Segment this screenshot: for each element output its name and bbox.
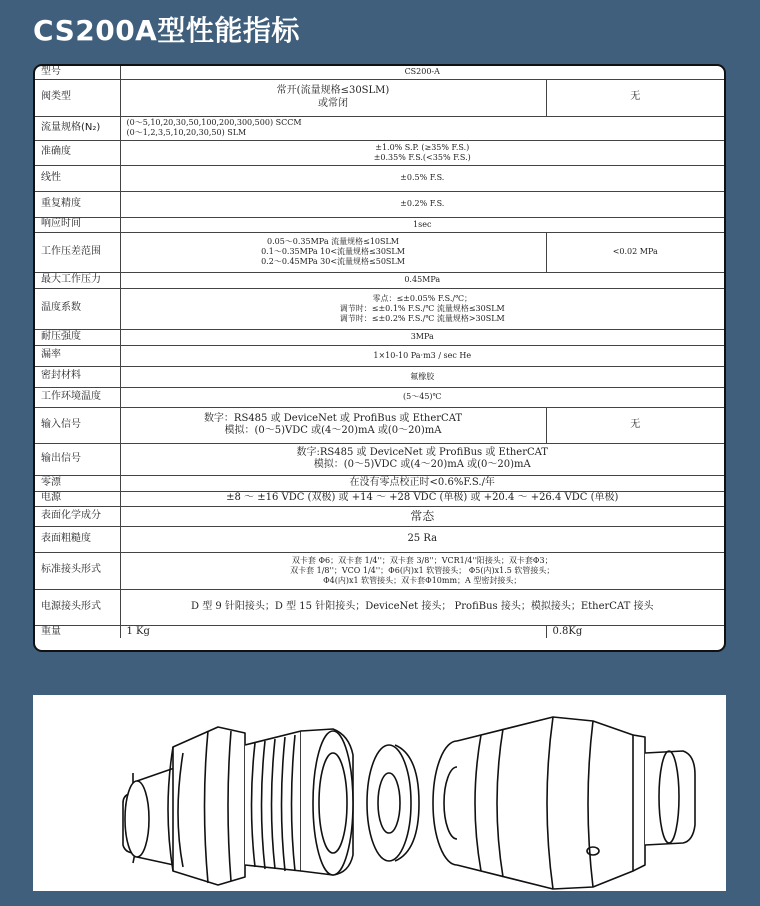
table-row [35,475,724,491]
table-row [35,387,724,407]
value-line: 常开(流量规格≤30SLM) [276,85,390,96]
value-line: 模拟：(0～5)VDC 或(4～20)mA 或(0～20)mA [313,459,531,470]
row-label: 表面化学成分 [35,506,120,526]
table-row [35,506,724,526]
row-label: 零漂 [35,475,120,491]
row-value: (5～45)℃ [120,387,724,407]
table-row [35,625,724,638]
table-row [35,345,724,366]
row-label: 响应时间 [35,217,120,232]
row-value [120,288,724,329]
spec-table [35,66,724,638]
table-row [35,140,724,165]
table-row [35,491,724,506]
row-value: ±8 ～ ±16 VDC (双极) 或 +14 ～ +28 VDC (单极) 或 +20.4 ～ +26.4 VDC (单极) [120,491,724,506]
row-label: 流量规格(N₂) [35,116,120,140]
row-label: 电源接头形式 [35,589,120,625]
table-row [35,329,724,345]
row-label: 耐压强度 [35,329,120,345]
row-value-right: <0.02 MPa [546,232,724,272]
table-row [35,272,724,288]
row-label: 重量 [35,625,120,638]
row-label: 重复精度 [35,191,120,217]
row-value: 1×10-10 Pa·m3 / sec He [120,345,724,366]
row-value: 1sec [120,217,724,232]
table-row [35,552,724,589]
row-label: 准确度 [35,140,120,165]
row-value [120,79,546,116]
row-value: 常态 [120,506,724,526]
value-line: 零点：≤±0.05% F.S./℃； [372,293,473,303]
value-line: 或常闭 [318,97,348,109]
row-value: 0.45MPa [120,272,724,288]
row-label: 漏率 [35,345,120,366]
row-label: 表面粗糙度 [35,526,120,552]
table-row [35,288,724,329]
row-label: 输入信号 [35,407,120,443]
value-line: (0～5,10,20,30,50,100,200,300,500) SCCM [126,118,302,127]
table-row [35,66,724,79]
row-label: 工作压差范围 [35,232,120,272]
row-label: 输出信号 [35,443,120,475]
value-line: 数字:RS485 或 DeviceNet 或 ProfiBus 或 EtherCAT [296,446,548,458]
row-label: 标准接头形式 [35,552,120,589]
fitting-drawing [33,695,726,891]
row-value: 在没有零点校正时<0.6%F.S./年 [120,475,724,491]
row-value-right: 无 [546,79,724,116]
row-value: 氟橡胶 [120,366,724,387]
row-value: 25 Ra [120,526,724,552]
row-value [120,552,724,589]
page-title: CS200A型性能指标 [33,14,300,47]
value-line: 0.2～0.45MPa 30<流量规格≤50SLM [261,257,405,266]
table-row [35,443,724,475]
row-value: ±0.2% F.S. [120,191,724,217]
row-label: 工作环境温度 [35,387,120,407]
table-row [35,366,724,387]
value-line: 模拟：(0～5)VDC 或(4～20)mA 或(0～20)mA [224,425,442,436]
table-row [35,79,724,116]
table-row [35,191,724,217]
value-line: 数字：RS485 或 DeviceNet 或 ProfiBus 或 EtherCAT [203,412,463,424]
row-value [120,407,546,443]
table-row [35,165,724,191]
table-row [35,232,724,272]
spec-table-card [33,64,726,652]
row-label: 密封材料 [35,366,120,387]
value-line: Φ4(内)x1 软管接头；双卡套Φ10mm；A 型密封接头； [323,575,522,585]
row-label: 电源 [35,491,120,506]
row-value [120,443,724,475]
row-value-right: 无 [546,407,724,443]
value-line: (0～1,2,3,5,10,20,30,50) SLM [126,128,247,137]
row-label: 温度系数 [35,288,120,329]
model-value: CS200-A [120,66,724,79]
value-line: 双卡套 Φ6；双卡套 1/4''；双卡套 3/8''；VCR1/4''阳接头；双卡套Φ3； [291,555,553,565]
row-value [120,140,724,165]
table-row [35,217,724,232]
row-value-right: 0.8Kg [546,625,724,638]
row-value: D 型 9 针阳接头；D 型 15 针阳接头；DeviceNet 接头； ProfiBus 接头；模拟接头；EtherCAT 接头 [120,589,724,625]
row-value: 3MPa [120,329,724,345]
row-label: 最大工作压力 [35,272,120,288]
value-line: 0.1～0.35MPa 10<流量规格≤30SLM [261,247,405,256]
value-line: 0.05～0.35MPa 流量规格≤10SLM [266,237,400,246]
table-row [35,526,724,552]
row-value [120,232,546,272]
row-label: 阀类型 [35,79,120,116]
row-label: 线性 [35,165,120,191]
table-row [35,407,724,443]
row-value: ±0.5% F.S. [120,165,724,191]
row-value [120,116,724,140]
value-line: ±0.35% F.S.(<35% F.S.) [373,152,471,162]
row-value: 1 Kg [120,625,546,638]
value-line: 调节时：≤±0.1% F.S./℃ 流量规格≤30SLM [339,303,505,313]
pipe-fitting-icon [33,695,726,891]
table-row [35,116,724,140]
value-line: ±1.0% S.P. (≥35% F.S.) [375,142,470,152]
value-line: 双卡套 1/8''；VCO 1/4''；Φ6(内)x1 软管接头； Φ5(内)x1.5 软管接头； [290,565,555,575]
table-row [35,589,724,625]
row-label: 型号 [35,66,120,79]
value-line: 调节时：≤±0.2% F.S./℃ 流量规格>30SLM [339,313,505,323]
